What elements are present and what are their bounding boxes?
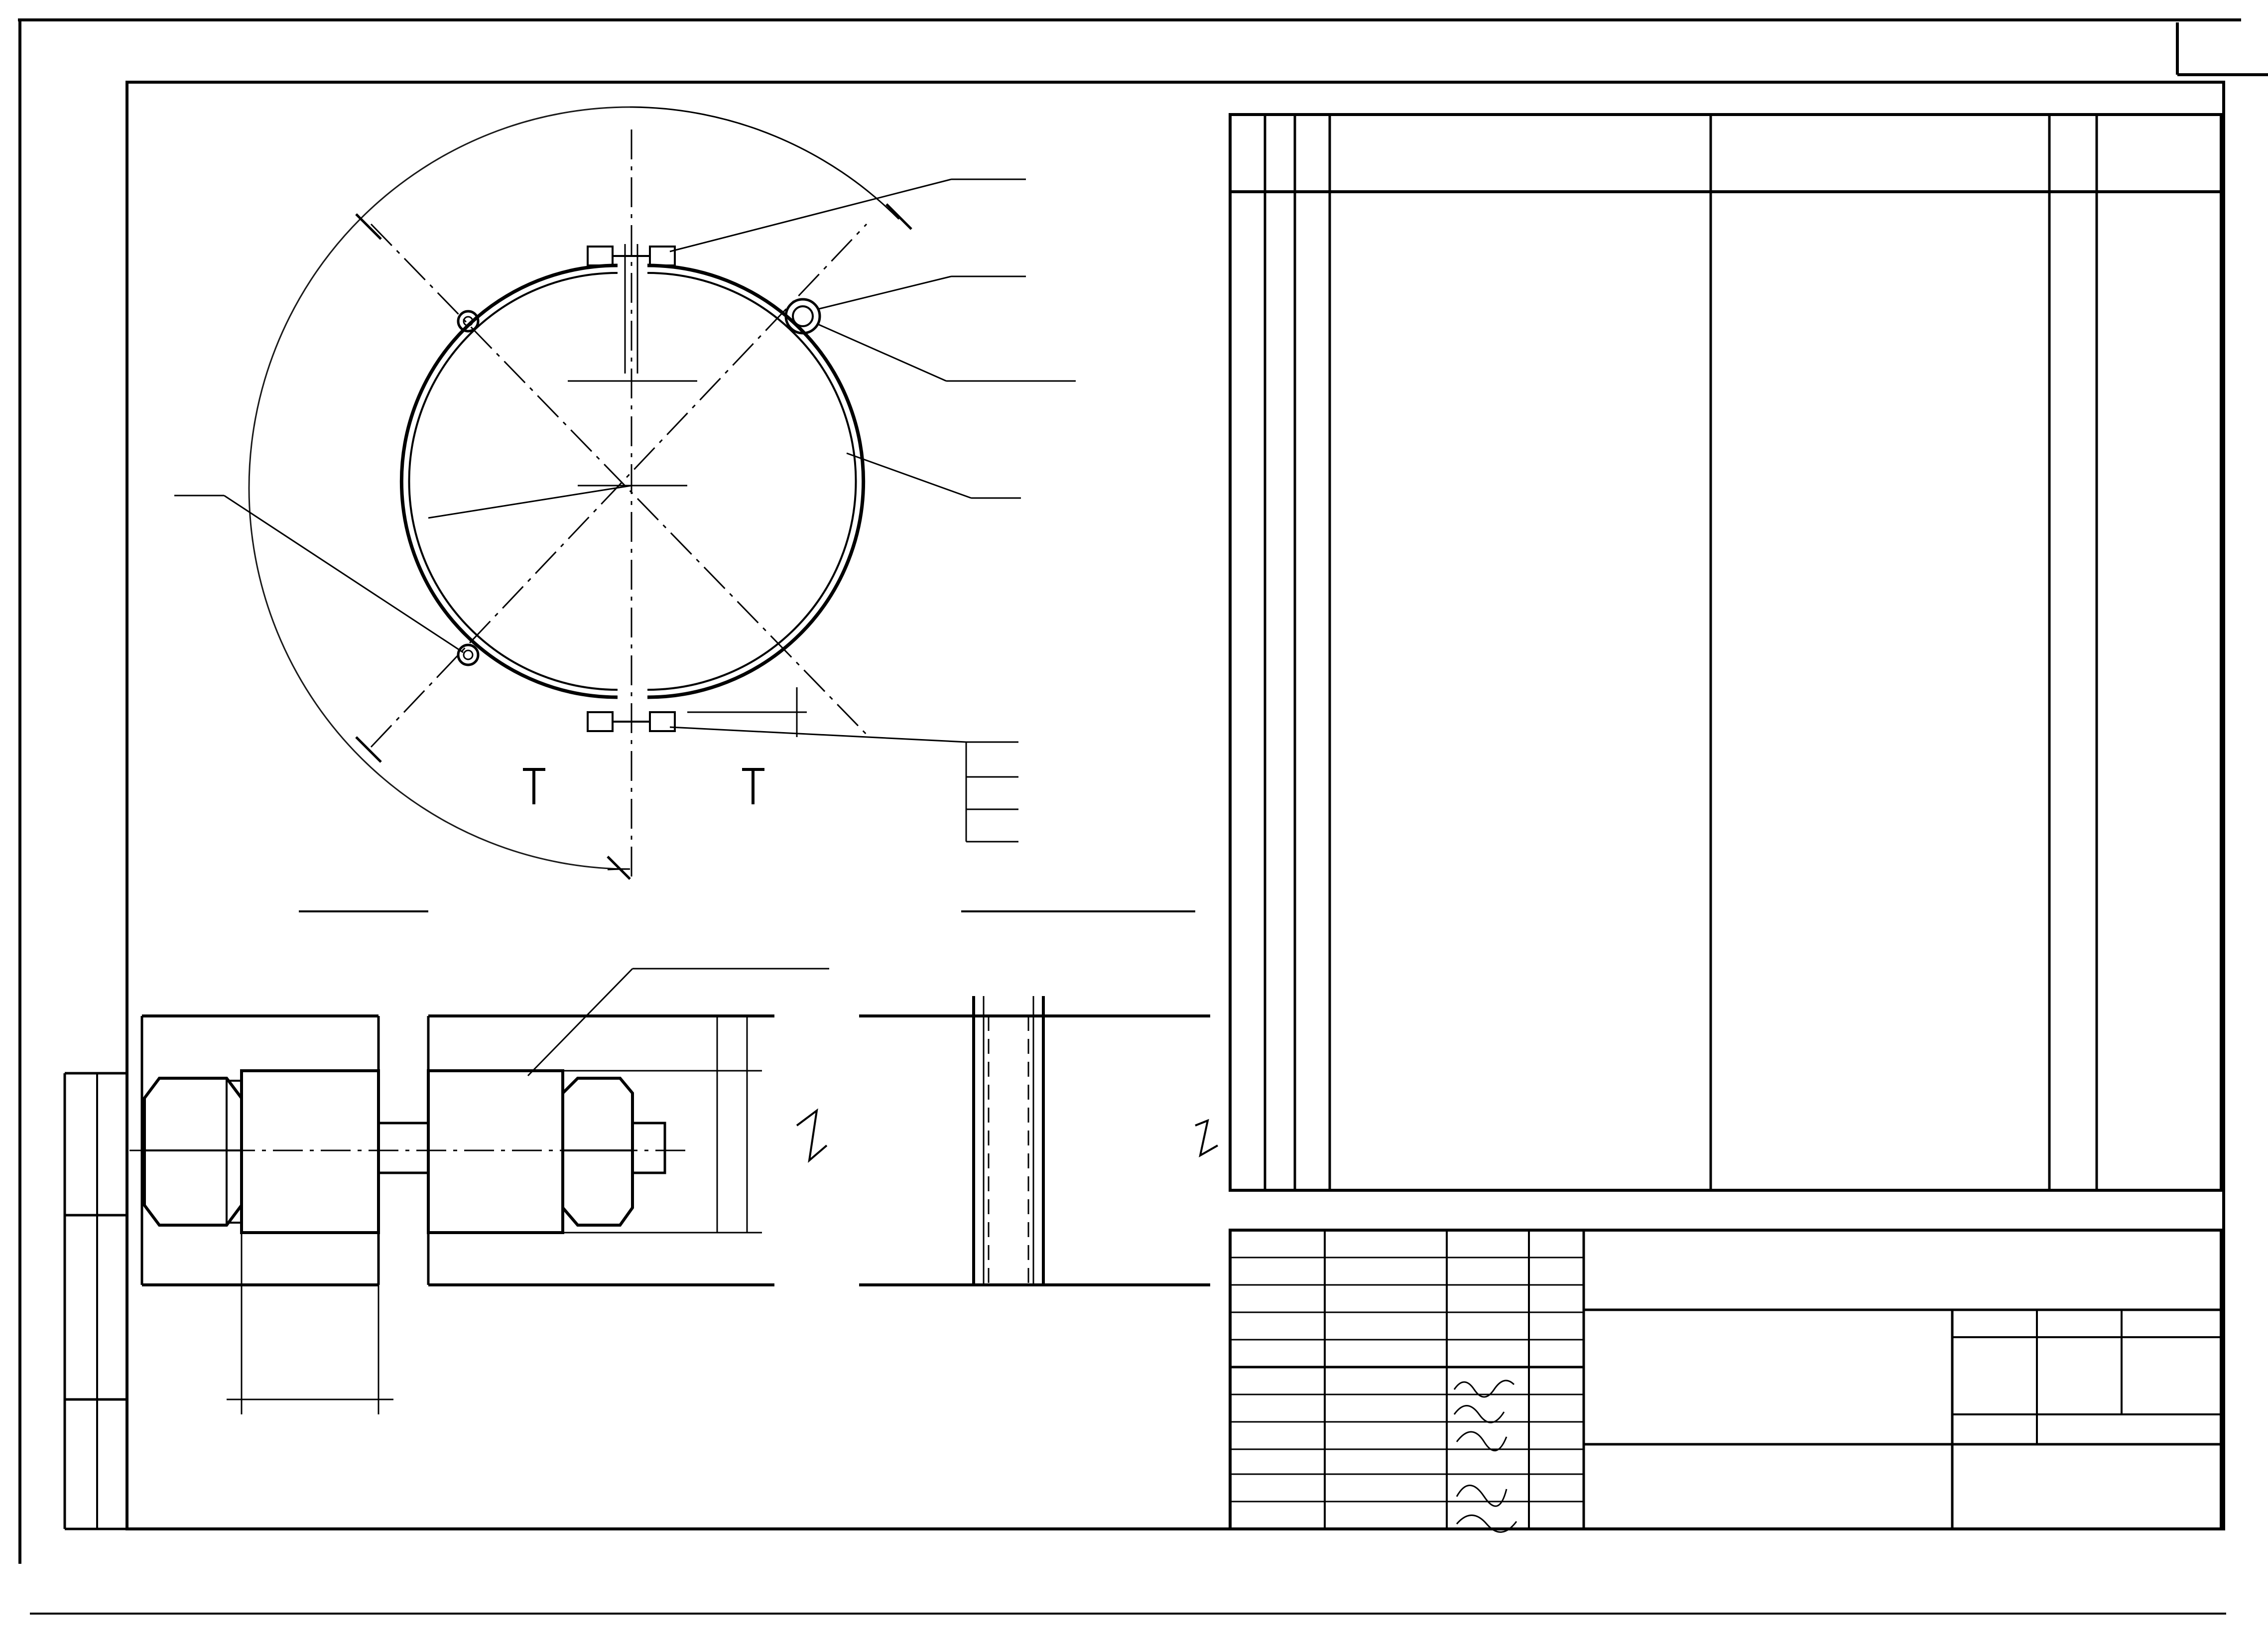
section-2-2-view bbox=[859, 996, 1218, 1285]
bolt-thread-end bbox=[632, 1123, 665, 1173]
pipe-26-bottom bbox=[458, 645, 478, 665]
specification-table bbox=[1230, 115, 2221, 1190]
top-bolt-nut-right bbox=[650, 247, 675, 265]
signature-2 bbox=[1454, 1406, 1504, 1423]
nut-section bbox=[563, 1078, 632, 1225]
section-1-1-view bbox=[129, 969, 829, 1414]
bottom-bolt-nut-left bbox=[588, 712, 613, 731]
washer-left bbox=[227, 1081, 242, 1223]
half-ring-right-inner bbox=[647, 273, 856, 690]
bolt-shank bbox=[378, 1123, 428, 1173]
bushing-left bbox=[242, 1071, 378, 1233]
signature-3 bbox=[1457, 1432, 1507, 1451]
callout-leaders bbox=[174, 179, 1026, 842]
angle-dimension-arc bbox=[249, 107, 630, 869]
clamp-plan-view bbox=[249, 107, 1076, 879]
bottom-bolt-nut-right bbox=[650, 712, 675, 731]
bushing-right bbox=[428, 1071, 563, 1233]
top-bolt-nut-left bbox=[588, 247, 613, 265]
left-stamp-strip bbox=[65, 1073, 127, 1529]
half-ring-left-inner bbox=[409, 273, 618, 690]
drawing-frame bbox=[127, 82, 2224, 1529]
title-block bbox=[1230, 1230, 2221, 1532]
pipe-54 bbox=[786, 299, 820, 333]
signature-5 bbox=[1457, 1486, 1507, 1507]
radius-leader bbox=[428, 486, 631, 518]
